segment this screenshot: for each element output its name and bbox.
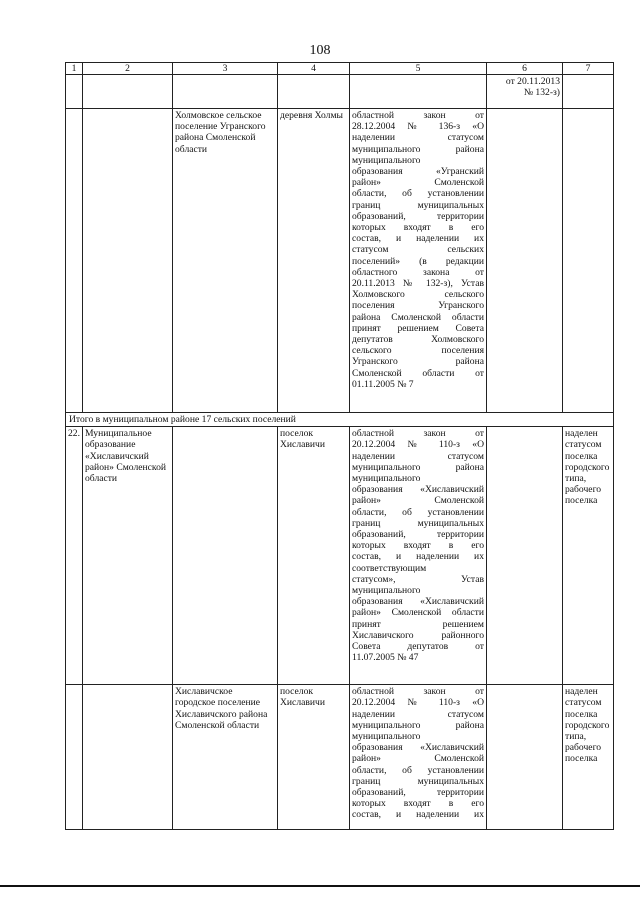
law-text-last: 11.07.2005 № 47: [352, 652, 419, 664]
law-line: район» Смоленской области: [352, 607, 484, 619]
law-line: Совета депутатов от: [352, 641, 484, 653]
law-line: образования «Хиславичский: [352, 484, 484, 496]
law-line: границ муниципальных: [352, 199, 484, 211]
table-row: [66, 427, 614, 685]
law-line: состав, и наделении их: [352, 233, 484, 245]
law-line: статусом сельских: [352, 244, 484, 256]
page-number: 108: [309, 43, 331, 58]
cell-locality: поселок Хиславичи: [278, 427, 350, 685]
law-line: наделении статусом: [352, 708, 484, 720]
summary-row: [66, 413, 614, 427]
law-line: образований, территории: [352, 787, 484, 799]
law-line: район» Смоленской: [352, 495, 484, 507]
municipal-table: [65, 62, 614, 830]
law-line: муниципального района: [352, 143, 484, 155]
cell-status: наделен статусом поселка городского типа, рабочего поселка: [563, 427, 614, 685]
law-line: наделении статусом: [352, 450, 484, 462]
law-line: Хиславичского районного: [352, 629, 484, 641]
law-line: наделении статусом: [352, 132, 484, 144]
law-line: областной закон от: [352, 110, 484, 121]
cell-legal-basis: [350, 109, 487, 413]
header-col-7: 7: [563, 63, 614, 75]
law-line: которых входят в его: [352, 222, 484, 234]
header-col-5: 5: [350, 63, 487, 75]
law-line: Угранского района: [352, 356, 484, 368]
cell-status: наделен статусом поселка городского типа, рабочего поселка: [563, 685, 614, 830]
law-line: 28.12.2004 № 136-з «О: [352, 121, 484, 133]
summary-text: Итого в муниципальном районе 17 сельских поселений: [66, 413, 614, 427]
law-line: границ муниципальных: [352, 517, 484, 529]
law-line: областной закон от: [352, 686, 484, 698]
header-col-1: 1: [66, 63, 83, 75]
law-line: район» Смоленской: [352, 177, 484, 189]
law-line: 20.12.2004 № 110-з «О: [352, 439, 484, 451]
table-row: [66, 685, 614, 830]
header-row: [66, 63, 614, 75]
cell-settlement: Холмовское сельское поселение Угранского района Смоленской области: [173, 109, 278, 413]
law-line: принят решением Совета: [352, 322, 484, 334]
law-line: муниципального: [352, 585, 421, 597]
law-line: которых входят в его: [352, 798, 484, 810]
cell-locality: деревня Холмы: [278, 109, 350, 413]
header-col-6: 6: [487, 63, 563, 75]
law-line: образований, территории: [352, 210, 484, 222]
law-line: области, об установлении: [352, 764, 484, 776]
law-line: области, об установлении: [352, 506, 484, 518]
law-line: образования «Угранский: [352, 166, 484, 178]
header-col-2: 2: [83, 63, 173, 75]
law-line: образований, территории: [352, 529, 484, 541]
law-line: 20.11.2013 № 132-з), Устав: [352, 278, 484, 290]
law-line: области, об установлении: [352, 188, 484, 200]
cell-legal-basis: [350, 427, 487, 685]
cell-settlement: Хиславичское городское поселение Хиславичского района Смоленской области: [173, 685, 278, 830]
law-line: Холмовского сельского: [352, 289, 484, 301]
bottom-rule: [0, 885, 640, 887]
law-line: областной закон от: [352, 428, 484, 440]
law-line: поселений» (в редакции: [352, 255, 484, 267]
table-row: [66, 109, 614, 413]
law-line: поселения Угранского: [352, 300, 484, 312]
law-text: [352, 428, 484, 652]
law-text: [352, 686, 484, 820]
law-line: муниципального: [352, 154, 421, 166]
cell-law-date: от 20.11.2013 № 132-з): [487, 75, 563, 109]
law-text: [352, 110, 484, 379]
law-line: Смоленской области от: [352, 367, 484, 379]
table-row: [66, 75, 614, 109]
law-line: которых входят в его: [352, 540, 484, 552]
header-col-3: 3: [173, 63, 278, 75]
law-line: района Смоленской области: [352, 311, 484, 323]
law-line: состав, и наделении их: [352, 809, 484, 821]
law-line: образования «Хиславичский: [352, 596, 484, 608]
law-line: депутатов Холмовского: [352, 334, 484, 346]
law-line: областного закона от: [352, 266, 484, 278]
cell-number: 22.: [66, 427, 83, 685]
law-line: муниципального: [352, 473, 421, 485]
law-line: сельского поселения: [352, 345, 484, 357]
law-line: статусом», Устав: [352, 573, 484, 585]
law-line: район» Смоленской: [352, 753, 484, 765]
law-line: состав, и наделении их: [352, 551, 484, 563]
law-line: муниципального района: [352, 461, 484, 473]
cell-legal-basis: [350, 685, 487, 830]
law-line: принят решением: [352, 618, 484, 630]
law-text-last: 01.11.2005 № 7: [352, 378, 414, 390]
law-line: соответствующим: [352, 562, 427, 574]
law-line: муниципального: [352, 731, 421, 743]
law-line: границ муниципальных: [352, 775, 484, 787]
cell-locality: поселок Хиславичи: [278, 685, 350, 830]
law-line: 20.12.2004 № 110-з «О: [352, 697, 484, 709]
header-col-4: 4: [278, 63, 350, 75]
cell-municipality: Муниципальное образование «Хиславичский район» Смоленской области: [83, 427, 173, 685]
law-line: образования «Хиславичский: [352, 742, 484, 754]
law-line: муниципального района: [352, 719, 484, 731]
